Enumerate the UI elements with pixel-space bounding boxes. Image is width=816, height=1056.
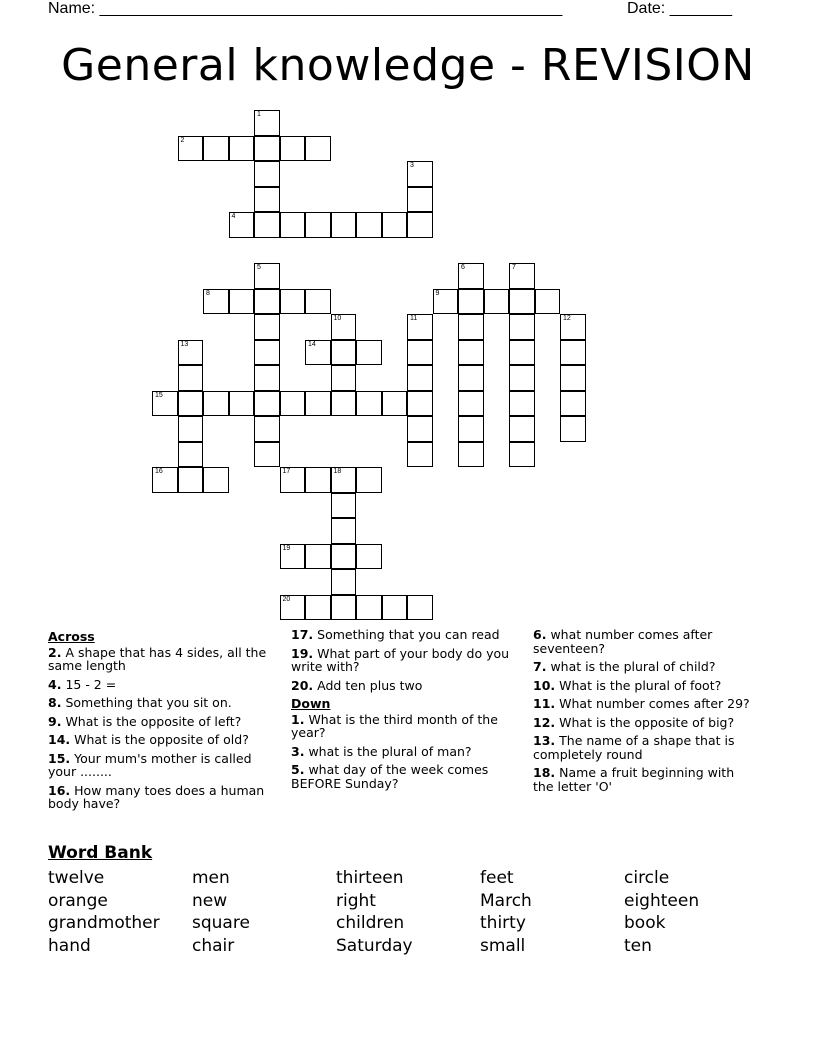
crossword-cell[interactable]: [509, 314, 535, 340]
crossword-cell[interactable]: [178, 391, 204, 417]
clue-across-4: 4. 15 - 2 =: [48, 676, 117, 692]
crossword-cell[interactable]: [356, 467, 382, 493]
crossword-cell[interactable]: [254, 442, 280, 468]
crossword-cell[interactable]: [407, 161, 433, 187]
crossword-cell[interactable]: [254, 110, 280, 136]
crossword-cell[interactable]: [203, 136, 229, 162]
word-bank-item: ten: [624, 935, 652, 956]
crossword-cell[interactable]: [280, 544, 306, 570]
crossword-cell[interactable]: [331, 569, 357, 595]
crossword-cell[interactable]: [254, 391, 280, 417]
word-bank-item: grandmother: [48, 913, 160, 933]
crossword-cell[interactable]: [331, 467, 357, 493]
crossword-cell[interactable]: [203, 391, 229, 417]
crossword-cell[interactable]: [280, 212, 306, 238]
clue-down-18: 18. Name a fruit beginning with the letter 'O': [533, 765, 735, 794]
word-bank-item: Saturday: [336, 935, 413, 956]
crossword-cell[interactable]: [305, 595, 331, 621]
crossword-cell[interactable]: [509, 340, 535, 366]
word-bank-item: orange: [48, 890, 108, 911]
crossword-cell[interactable]: [458, 263, 484, 289]
cell-number: 17: [282, 468, 291, 475]
crossword-cell[interactable]: [407, 365, 433, 391]
cell-number: 11: [410, 315, 418, 322]
crossword-cell[interactable]: [331, 365, 357, 391]
crossword-cell[interactable]: [229, 212, 255, 238]
crossword-cell[interactable]: [254, 161, 280, 187]
crossword-cell[interactable]: [331, 518, 357, 544]
crossword-cell[interactable]: [254, 136, 280, 162]
crossword-cell[interactable]: [305, 340, 331, 366]
clue-down-7: 7. what is the plural of child?: [533, 659, 716, 674]
cell-number: 5: [257, 264, 261, 271]
crossword-cell[interactable]: [458, 314, 484, 340]
crossword-cell[interactable]: [203, 467, 229, 493]
word-bank-item: eighteen: [624, 890, 700, 911]
crossword-cell[interactable]: [254, 289, 280, 315]
crossword-cell[interactable]: [254, 314, 280, 340]
clue-down-1: 1. What is the third month of the year?: [291, 711, 498, 740]
cell-number: 8: [206, 289, 210, 297]
cell-number: 1: [257, 111, 261, 118]
date-field-label: Date: _______: [627, 0, 732, 17]
crossword-cell[interactable]: [356, 544, 382, 570]
crossword-cell[interactable]: [229, 289, 255, 315]
crossword-cell[interactable]: [331, 595, 357, 621]
crossword-cell[interactable]: [229, 136, 255, 162]
word-bank-title: Word Bank: [48, 843, 153, 863]
crossword-cell[interactable]: [178, 442, 204, 468]
word-bank-item: men: [192, 868, 230, 888]
crossword-cell[interactable]: [280, 136, 306, 162]
clue-down-12: 12. What is the opposite of big?: [533, 714, 735, 730]
crossword-cell[interactable]: [509, 289, 535, 315]
crossword-cell[interactable]: [356, 212, 382, 238]
clue-across-15: 15. Your mum's mother is called your ........: [48, 750, 252, 779]
cell-number: 16: [155, 468, 163, 475]
crossword-cell[interactable]: [407, 187, 433, 213]
crossword-cell[interactable]: [560, 416, 586, 442]
crossword-cell[interactable]: [178, 416, 204, 442]
cell-number: 4: [231, 213, 236, 220]
crossword-cell[interactable]: [280, 289, 306, 315]
crossword-cell[interactable]: [331, 544, 357, 570]
crossword-cell[interactable]: [305, 136, 331, 162]
cell-number: 10: [333, 315, 342, 322]
cell-number: 2: [180, 136, 185, 144]
cell-number: 7: [512, 264, 516, 271]
crossword-cell[interactable]: [458, 442, 484, 468]
crossword-cell[interactable]: [458, 391, 484, 417]
crossword-cell[interactable]: [509, 416, 535, 442]
crossword-cell[interactable]: [178, 365, 204, 391]
crossword-cell[interactable]: [254, 365, 280, 391]
clue-across-14: 14. What is the opposite of old?: [48, 732, 249, 747]
crossword-cell[interactable]: [407, 416, 433, 442]
crossword-cell[interactable]: [331, 391, 357, 417]
crossword-cell[interactable]: [509, 391, 535, 417]
word-bank-item: thirty: [480, 913, 526, 933]
crossword-cell[interactable]: [331, 314, 357, 340]
clue-down-11: 11. What number comes after 29?: [533, 696, 750, 711]
crossword-cell[interactable]: [331, 340, 357, 366]
crossword-cell[interactable]: [509, 442, 535, 468]
crossword-cell[interactable]: [178, 340, 204, 366]
crossword-cell[interactable]: [458, 416, 484, 442]
crossword-cell[interactable]: [254, 416, 280, 442]
word-bank-item: small: [480, 935, 526, 956]
word-bank-item: thirteen: [336, 868, 404, 888]
crossword-cell[interactable]: [305, 544, 331, 570]
crossword-cell[interactable]: [407, 391, 433, 417]
crossword-cell[interactable]: [152, 391, 178, 417]
crossword-cell[interactable]: [407, 340, 433, 366]
clue-down-13: 13. The name of a shape that is completely round: [533, 733, 735, 762]
clue-down-5: 5. what day of the week comes BEFORE Sunday?: [291, 762, 489, 791]
crossword-cell[interactable]: [407, 442, 433, 468]
crossword-cell[interactable]: [178, 136, 204, 162]
cell-number: 19: [282, 544, 291, 552]
cell-number: 20: [282, 595, 291, 603]
down-heading: Down: [291, 696, 331, 711]
crossword-cell[interactable]: [382, 595, 408, 621]
clue-across-17: 17. Something that you can read: [291, 627, 500, 642]
name-field-label: Name: ____________________________________________________: [48, 0, 563, 17]
crossword-cell[interactable]: [254, 212, 280, 238]
crossword-cell[interactable]: [382, 391, 408, 417]
crossword-cell[interactable]: [560, 391, 586, 417]
crossword-cell[interactable]: [560, 340, 586, 366]
clue-down-3: 3. what is the plural of man?: [291, 743, 472, 759]
clues-column-3: [533, 628, 758, 798]
crossword-cell[interactable]: [305, 289, 331, 315]
clue-across-8: 8. Something that you sit on.: [48, 695, 232, 710]
word-bank: [48, 867, 768, 957]
word-bank-item: March: [480, 890, 532, 911]
crossword-cell[interactable]: [178, 467, 204, 493]
word-bank-item: children: [336, 913, 405, 933]
crossword-cell[interactable]: [433, 289, 459, 315]
clue-across-20: 20. Add ten plus two: [291, 677, 423, 693]
word-bank-item: twelve: [48, 868, 105, 888]
crossword-cell[interactable]: [254, 340, 280, 366]
crossword-cell[interactable]: [509, 365, 535, 391]
word-bank-item: hand: [48, 935, 91, 956]
cell-number: 18: [333, 468, 342, 475]
crossword-cell[interactable]: [458, 365, 484, 391]
crossword-cell[interactable]: [458, 340, 484, 366]
cell-number: 15: [155, 391, 163, 399]
crossword-cell[interactable]: [356, 340, 382, 366]
word-bank-item: book: [624, 913, 666, 933]
crossword-cell[interactable]: [535, 289, 561, 315]
clue-down-10: 10. What is the plural of foot?: [533, 677, 722, 693]
crossword-cell[interactable]: [331, 493, 357, 519]
crossword-cell[interactable]: [560, 314, 586, 340]
crossword-cell[interactable]: [305, 467, 331, 493]
crossword-cell[interactable]: [407, 212, 433, 238]
cell-number: 3: [410, 162, 414, 169]
crossword-cell[interactable]: [356, 391, 382, 417]
clues-column-2: [291, 628, 516, 795]
crossword-cell[interactable]: [254, 187, 280, 213]
crossword-cell[interactable]: [305, 212, 331, 238]
clue-across-16: 16. How many toes does a human body have?: [48, 782, 265, 811]
crossword-cell[interactable]: [254, 263, 280, 289]
clue-down-6: 6. what number comes after seventeen?: [533, 627, 713, 656]
word-bank-item: right: [336, 890, 376, 911]
cell-number: 9: [435, 289, 440, 297]
crossword-cell[interactable]: [560, 365, 586, 391]
crossword-cell[interactable]: [407, 314, 433, 340]
page-title: General knowledge - REVISION: [61, 40, 755, 91]
crossword-cell[interactable]: [280, 391, 306, 417]
crossword-cell[interactable]: [203, 289, 229, 315]
across-heading: Across: [48, 629, 95, 644]
crossword-cell[interactable]: [458, 289, 484, 315]
crossword-cell[interactable]: [229, 391, 255, 417]
cell-number: 6: [461, 264, 465, 271]
word-bank-item: square: [192, 913, 250, 933]
clues-column-1: [48, 628, 268, 816]
word-bank-item: new: [192, 890, 228, 911]
clue-across-19: 19. What part of your body do you write with?: [291, 645, 510, 674]
word-bank-item: chair: [192, 935, 235, 956]
clue-across-2: 2. A shape that has 4 sides, all the same length: [48, 644, 267, 673]
crossword-cell[interactable]: [305, 391, 331, 417]
crossword-cell[interactable]: [280, 467, 306, 493]
cell-number: 13: [180, 340, 189, 348]
clue-across-9: 9. What is the opposite of left?: [48, 713, 242, 729]
crossword-cell[interactable]: [356, 595, 382, 621]
cell-number: 14: [308, 340, 316, 348]
word-bank-item: circle: [624, 868, 670, 888]
crossword-cell[interactable]: [331, 212, 357, 238]
crossword-cell[interactable]: [152, 467, 178, 493]
word-bank-item: feet: [480, 868, 514, 888]
crossword-cell[interactable]: [509, 263, 535, 289]
crossword-cell[interactable]: [382, 212, 408, 238]
crossword-cell[interactable]: [407, 595, 433, 621]
cell-number: 12: [563, 315, 571, 322]
crossword-cell[interactable]: [280, 595, 306, 621]
crossword-cell[interactable]: [484, 289, 510, 315]
